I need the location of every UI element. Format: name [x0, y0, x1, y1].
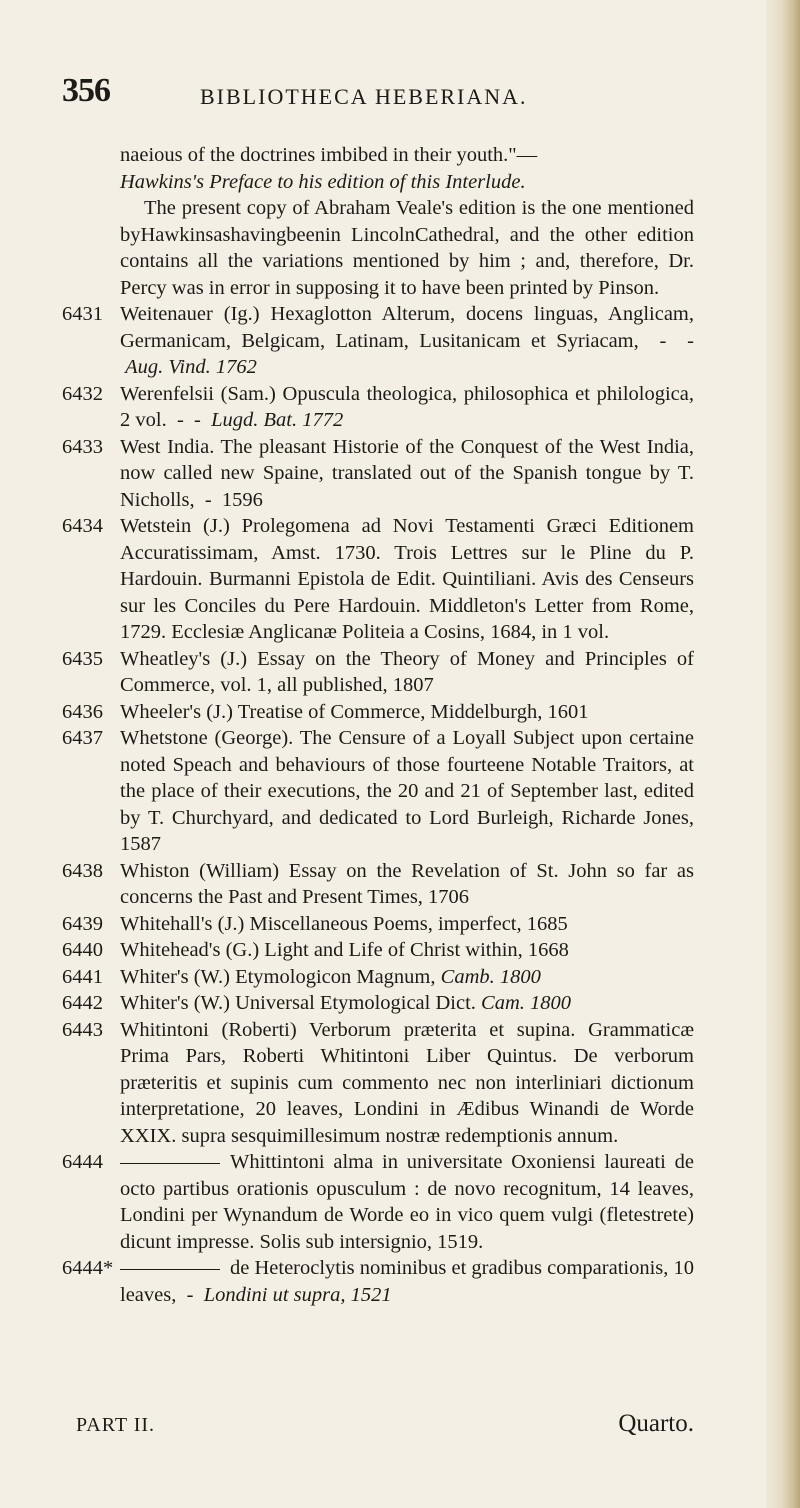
entry-number: 6435 — [62, 647, 103, 670]
entry-number: 6436 — [62, 700, 103, 723]
catalogue-entry: 6432 Werenfelsii (Sam.) Opuscula theologica, philosophica et philologica, 2 vol. - - Lugd. Bat. 1772 — [62, 382, 694, 431]
catalogue-entry: 6439 Whitehall's (J.) Miscellaneous Poems, imperfect, 1685 — [62, 911, 694, 938]
catalogue-entry: 6438 Whiston (William) Essay on the Revelation of St. John so far as concerns the Past and Present Times, 1706 — [62, 859, 694, 908]
signature-mark: PART II. — [76, 1414, 156, 1436]
catalogue-entry: 6437 Whetstone (George). The Censure of a Loyall Subject upon certaine noted Speach and behaviours of those fourteene Notable Traitors, at the place of their executions, the 20 and 21 of September last, edited by T. Churchyard, and dedicated to Lord Burleigh, Richarde Jones, 1587 — [62, 727, 694, 855]
entry-number: 6440 — [62, 939, 103, 961]
catalogue-entry: 6435 Wheatley's (J.) Essay on the Theory of Money and Principles of Commerce, vol. 1, all published, 1807 — [62, 647, 694, 696]
ditto-rule — [120, 1163, 220, 1164]
entry-number: 6444 — [62, 1151, 103, 1173]
catalogue-entry: 6444* de Heteroclytis nominibus et gradibus comparationis, 10 leaves, - Londini ut supra, 1521 — [62, 1257, 695, 1306]
entry-number: 6444* — [62, 1257, 114, 1279]
page-footer — [76, 1410, 694, 1444]
catalogue-entry: 6431 Weitenauer (Ig.) Hexaglotton Alterum, docens linguas, Anglicam, Germanicam, Belgicam, Latinam, Lusitanicam et Syriacam, - - Aug. Vind. 1762 — [62, 303, 695, 378]
entry-number: 6438 — [62, 859, 103, 882]
catalogue-entry: 6434 Wetstein (J.) Prolegomena ad Novi Testamenti Græci Editionem Accuratissimam, Amst. 1730. Trois Lettres sur le Pline du P. Hardouin. Burmanni Epistola de Edit. Quintiliani. Avis des Censeurs sur les Conciles du Pere Hardouin. Middleton's Letter from Rome, 1729. Ecclesiæ Anglicanæ Politeia a Cosins, 1684, in 1 vol. — [62, 515, 694, 643]
entry-number: 6441 — [62, 965, 103, 988]
entry-number: 6434 — [62, 515, 103, 537]
entry-number: 6431 — [62, 303, 103, 325]
entry-number: 6432 — [62, 382, 103, 405]
catalogue-entry: 6433 West India. The pleasant Historie of the Conquest of the West India, now called new Spaine, translated out of the Spanish tongue by T. Nicholls, - 1596 — [62, 435, 694, 511]
catalogue-entry: 6441 Whiter's (W.) Etymologicon Magnum, Camb. 1800 — [62, 964, 694, 991]
page-number: 356 — [62, 72, 110, 109]
entry-number: 6442 — [62, 992, 103, 1014]
entry-number: 6443 — [62, 1018, 103, 1041]
continuation-paragraph: The present copy of Abraham Veale's edition is the one mentioned byHawkinsashavingbeenin LincolnCathedral, and the other edition contains all the variations mentioned by him ; and, therefore, Dr. Percy was in error in supposing it to have been printed by Pinson. — [120, 197, 694, 299]
catalogue-entry: 6443 Whitintoni (Roberti) Verborum præterita et supina. Grammaticæ Prima Pars, Roberti Whitintoni Liber Quintus. De verborum præteritis et supinis cum commento nec non interliniari dictionum interpretatione, 20 leaves, Londini in Ædibus Winandi de Worde XXIX. supra sesquimillesimum nostræ redemptionis annum. — [62, 1018, 694, 1147]
catalogue-entry: 6444 Whittintoni alma in universitate Oxoniensi laureati de octo partibus orationis opusculum : de novo recognitum, 14 leaves, Londini per Wynandum de Worde eo in vico quem vulgi (fletestrete) dicunt impresse. Solis sub intersignio, 1519. — [62, 1151, 694, 1253]
ditto-rule — [120, 1269, 220, 1270]
page-header — [62, 72, 682, 112]
continuation-citation: Hawkins's Preface to his edition of this Interlude. — [120, 170, 526, 193]
page-edge-shadow — [766, 0, 800, 1508]
catalogue-entry: 6442 Whiter's (W.) Universal Etymological Dict. Cam. 1800 — [62, 990, 694, 1017]
running-head: BIBLIOTHECA HEBERIANA. — [200, 84, 528, 109]
entry-number: 6433 — [62, 435, 103, 458]
catalogue-body — [62, 142, 694, 1308]
catchword: Quarto. — [618, 1410, 694, 1437]
entry-number: 6437 — [62, 727, 103, 749]
continuation-line: naeious of the doctrines imbibed in their youth."— — [120, 144, 538, 166]
catalogue-entry: 6436 Wheeler's (J.) Treatise of Commerce, Middelburgh, 1601 — [62, 699, 694, 726]
catalogue-entry: 6440 Whitehead's (G.) Light and Life of Christ within, 1668 — [62, 937, 694, 964]
entry-number: 6439 — [62, 912, 103, 935]
